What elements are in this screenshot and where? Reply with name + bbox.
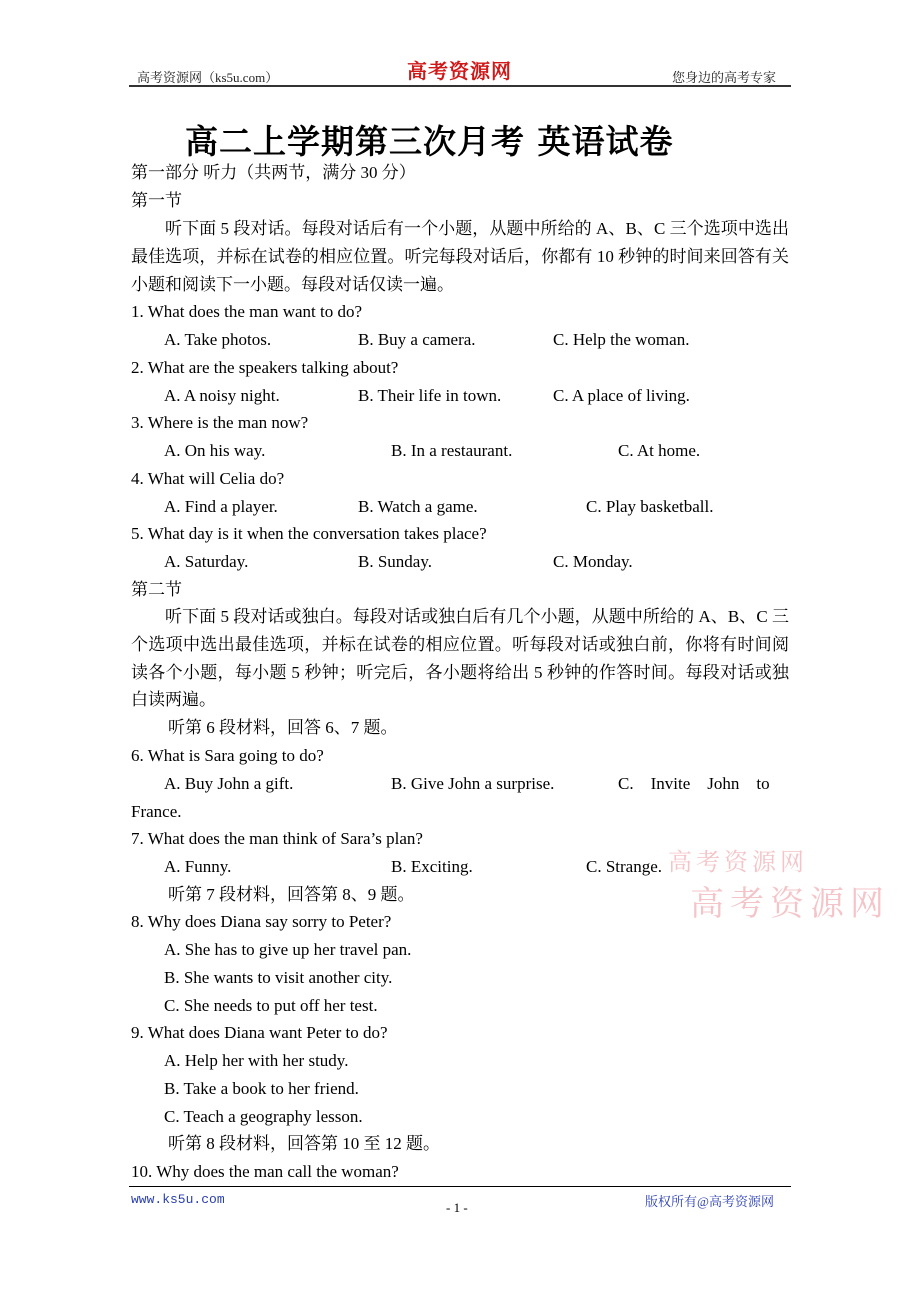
- option-4b: B. Watch a game.: [358, 497, 478, 516]
- page-number: - 1 -: [446, 1200, 468, 1215]
- question-7: 7. What does the man think of Sara’s plan?: [131, 829, 423, 848]
- option-7a: A. Funny.: [164, 857, 232, 876]
- question-8: 8. Why does Diana say sorry to Peter?: [131, 912, 392, 931]
- question-3: 3. Where is the man now?: [131, 413, 309, 432]
- part-heading: 第一部分 听力（共两节，满分 30 分）: [131, 163, 416, 182]
- option-5b: B. Sunday.: [358, 552, 432, 571]
- question-9: 9. What does Diana want Peter to do?: [131, 1023, 388, 1042]
- option-4a: A. Find a player.: [164, 497, 278, 516]
- option-6c-continued: France.: [131, 802, 182, 821]
- question-6: 6. What is Sara going to do?: [131, 746, 324, 765]
- option-8a: A. She has to give up her travel pan.: [164, 940, 412, 959]
- watermark-line-1: 高考资源网: [668, 850, 808, 876]
- option-9b: B. Take a book to her friend.: [164, 1079, 359, 1098]
- material-8-note: 听第 8 段材料，回答第 10 至 12 题。: [168, 1134, 440, 1153]
- option-3b: B. In a restaurant.: [391, 441, 513, 460]
- option-1b: B. Buy a camera.: [358, 330, 476, 349]
- option-3a: A. On his way.: [164, 441, 266, 460]
- section2-heading: 第二节: [131, 580, 182, 599]
- question-5: 5. What day is it when the conversation takes place?: [131, 524, 487, 543]
- option-9a: A. Help her with her study.: [164, 1051, 349, 1070]
- section2-instructions: 听下面 5 段对话或独白。每段对话或独白后有几个小题，从题中所给的 A、B、C 三个选项中选出最佳选项，并标在试卷的相应位置。听每段对话或独白前，你将有时间阅读各个小题，每小题 5 秒钟；听完后，各小题将给出 5 秒钟的作答时间。每段对话或独白读两遍。: [131, 607, 789, 710]
- option-6b: B. Give John a surprise.: [391, 774, 555, 793]
- option-7c: C. Strange.: [586, 857, 663, 876]
- section1-heading: 第一节: [131, 191, 182, 210]
- header-left: 高考资源网（ks5u.com）: [137, 70, 279, 85]
- option-7b: B. Exciting.: [391, 857, 473, 876]
- option-6c: C. Invite John to: [618, 774, 770, 793]
- page-title: 高二上学期第三次月考 英语试卷: [185, 122, 674, 161]
- option-5c: C. Monday.: [553, 552, 633, 571]
- footer-copyright: 版权所有@高考资源网: [645, 1194, 774, 1209]
- option-1a: A. Take photos.: [164, 330, 272, 349]
- option-6a: A. Buy John a gift.: [164, 774, 294, 793]
- option-1c: C. Help the woman.: [553, 330, 690, 349]
- section1-instructions: 听下面 5 段对话。每段对话后有一个小题，从题中所给的 A、B、C 三个选项中选出最佳选项，并标在试卷的相应位置。听完每段对话后，你都有 10 秒钟的时间来回答有关小题和阅读下一小题。每段对话仅读一遍。: [131, 219, 789, 294]
- question-2: 2. What are the speakers talking about?: [131, 358, 399, 377]
- option-8c: C. She needs to put off her test.: [164, 996, 378, 1015]
- question-10: 10. Why does the man call the woman?: [131, 1162, 399, 1181]
- option-8b: B. She wants to visit another city.: [164, 968, 393, 987]
- option-9c: C. Teach a geography lesson.: [164, 1107, 363, 1126]
- header-right: 您身边的高考专家: [672, 70, 777, 85]
- footer-rule: [129, 1186, 791, 1187]
- option-3c: C. At home.: [618, 441, 701, 460]
- option-5a: A. Saturday.: [164, 552, 249, 571]
- question-1: 1. What does the man want to do?: [131, 302, 363, 321]
- header-rule: [129, 85, 791, 87]
- material-7-note: 听第 7 段材料，回答第 8、9 题。: [168, 885, 415, 904]
- option-2b: B. Their life in town.: [358, 386, 502, 405]
- question-4: 4. What will Celia do?: [131, 469, 285, 488]
- material-6-note: 听第 6 段材料，回答 6、7 题。: [168, 718, 398, 737]
- header-logo: 高考资源网: [407, 61, 512, 83]
- option-2a: A. A noisy night.: [164, 386, 280, 405]
- option-4c: C. Play basketball.: [586, 497, 714, 516]
- footer-website-link[interactable]: www.ks5u.com: [131, 1192, 225, 1207]
- option-2c: C. A place of living.: [553, 386, 690, 405]
- watermark-line-2: 高考资源网: [690, 886, 890, 923]
